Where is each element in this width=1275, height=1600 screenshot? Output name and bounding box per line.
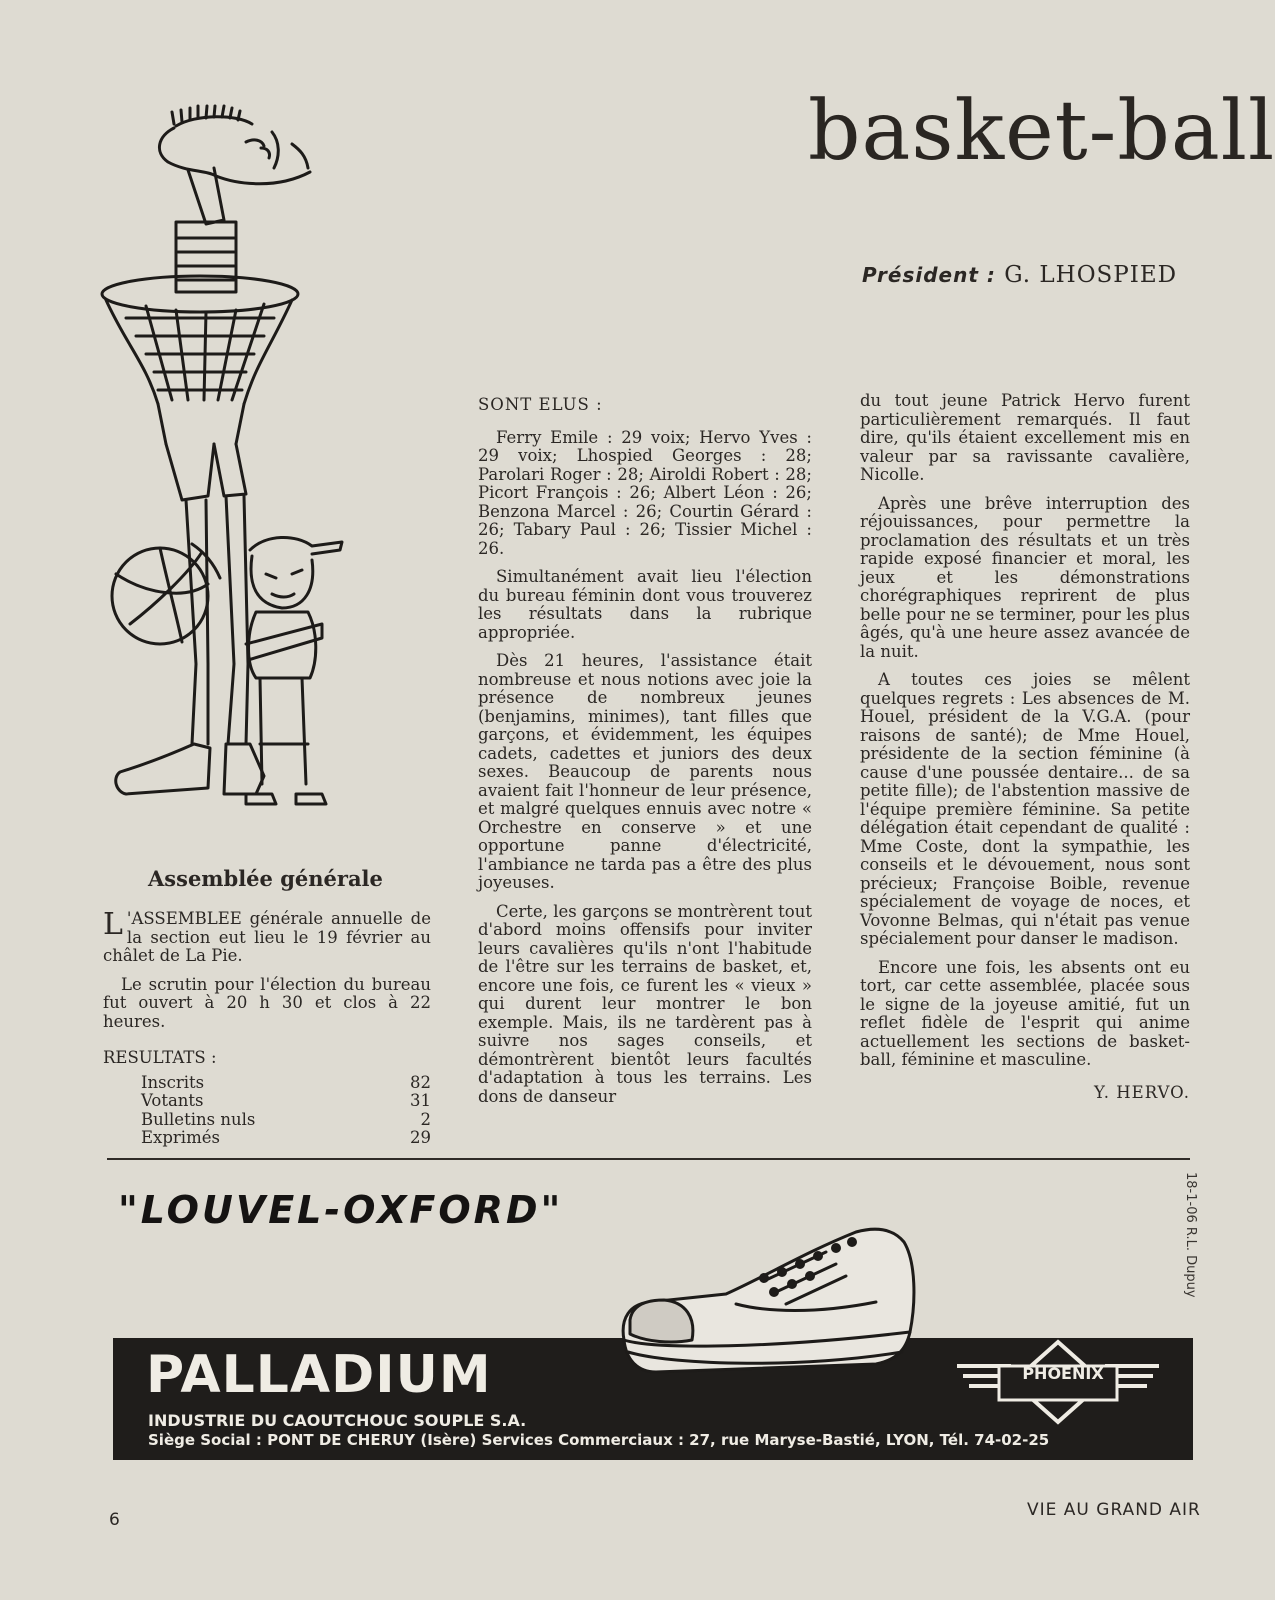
col3-paragraph-1: du tout jeune Patrick Hervo furent particulièrement remarqués. Il faut dire, qu'ils étaient excellement mis en valeur par sa ravissante cavalière, Nicolle. xyxy=(860,391,1190,484)
results-row xyxy=(141,1129,431,1148)
president-name: G. LHOSPIED xyxy=(1004,262,1178,288)
magazine-name: VIE AU GRAND AIR xyxy=(1027,1500,1201,1520)
col3-paragraph-2: Après une brêve interruption des réjouissances, pour permettre la proclamation des résultats et un très rapide exposé financier et moral, les jeux et les démonstrations chorégraphiques reprirent de plus belle pour ne se terminer, pour les plus âgés, qu'à une heure assez avancée de la nuit. xyxy=(860,493,1190,661)
col1-p1-text: 'ASSEMBLEE générale annuelle de la section eut lieu le 19 février au châlet de La Pie. xyxy=(103,909,431,965)
results-title: RESULTATS : xyxy=(103,1048,217,1067)
sneaker-illustration xyxy=(616,1222,922,1384)
results-table xyxy=(141,1074,431,1148)
player-shirt xyxy=(176,222,236,292)
column-2 xyxy=(478,396,812,1116)
divider-rule xyxy=(107,1158,1190,1160)
president-line xyxy=(862,262,1177,288)
col1-paragraph-1 xyxy=(103,907,431,966)
basketball-illustration xyxy=(96,104,356,824)
results-label: Votants xyxy=(141,1091,204,1110)
ad-brand: "LOUVEL-OXFORD" xyxy=(118,1188,564,1232)
results-label: Exprimés xyxy=(141,1128,220,1147)
article-subtitle: Assemblée générale xyxy=(148,866,383,891)
phoenix-logo-text: PHOENIX xyxy=(1022,1364,1104,1383)
president-label: Président : xyxy=(862,263,996,287)
col3-paragraph-4: Encore une fois, les absents ont eu tort, car cette assemblée, placée sous le signe de la joyeuse amitié, fut un reflet fidèle de l'esprit qui anime actuellement les sections de basket-ball, féminine et masculine. xyxy=(860,957,1190,1069)
page-number: 6 xyxy=(109,1510,120,1530)
ad-credit: 18-1-06 R.L. Dupuy xyxy=(1183,1172,1198,1298)
results-value: 82 xyxy=(410,1072,431,1092)
ad-company-line: INDUSTRIE DU CAOUTCHOUC SOUPLE S.A. xyxy=(148,1411,527,1430)
section-title: basket-ball xyxy=(808,84,1275,179)
col2-paragraph-3: Dès 21 heures, l'assistance était nombreuse et nous notions avec joie la présence de nombreux jeunes (benjamins, minimes), tant filles que garçons, et évidemment, les équipes cadets, cadettes et juniors des deux sexes. Beaucoup de parents nous avaient fait l'honneur de leur présence, et malgré quelques ennuis avec notre « Orchestre en conserve » et une opportune panne d'électricité, l'ambiance ne tarda pas a être des plus joyeuses. xyxy=(478,651,812,892)
ad-address-line: Siège Social : PONT DE CHERUY (Isère) Services Commerciaux : 27, rue Maryse-Bastié, LYON, Tél. 74-02-25 xyxy=(148,1431,1050,1449)
col1-paragraph-2: Le scrutin pour l'élection du bureau fut ouvert à 20 h 30 et clos à 22 heures. xyxy=(103,974,431,1031)
drop-cap: L xyxy=(103,907,123,942)
column-3 xyxy=(860,392,1190,1102)
results-row xyxy=(141,1092,431,1111)
col2-paragraph-2: Simultanément avait lieu l'élection du bureau féminin dont vous trouverez les résultats dans la rubrique appropriée. xyxy=(478,567,812,642)
col2-paragraph-4: Certe, les garçons se montrèrent tout d'abord moins offensifs pour inviter leurs cavalières qu'ils n'ont l'habitude de l'être sur les terrains de basket, et, encore une fois, ce furent les « vieux » qui durent leur montrer le bon exemple. Mais, ils ne tardèrent pas à suivre nos sages conseils, et démontrèrent bientôt leurs facultés d'adaptation à tous les terrains. Les dons de danseur xyxy=(478,901,812,1106)
player-head xyxy=(159,106,310,224)
results-row xyxy=(141,1111,431,1130)
ad-company-name: PALLADIUM xyxy=(146,1345,492,1405)
results-row xyxy=(141,1074,431,1093)
results-value: 29 xyxy=(410,1128,431,1147)
col2-paragraph-1: Ferry Emile : 29 voix; Hervo Yves : 29 voix; Lhospied Georges : 28; Parolari Roger : 28; Airoldi Robert : 28; Picort François : 26; Albert Léon : 26; Benzona Marcel : 26; Courtin Gérard : 26; Tabary Paul : 26; Tissier Michel : 26. xyxy=(478,427,812,558)
basket-hoop xyxy=(102,276,298,444)
col3-paragraph-3: A toutes ces joies se mêlent quelques regrets : Les absences de M. Houel, président de la V.G.A. (pour raisons de santé); de Mme Houel, présidente de la section féminine (à cause d'une poussée dentaire... de sa petite fille); de l'abstention massive de l'équipe première féminine. Sa petite délégation était cependant de qualité : Mme Coste, dont la sympathie, les conseils et le dévouement, nous sont précieux; Françoise Boible, revenue spécialement de voyage de noces, et Vovonne Belmas, qui n'était pas venue spécialement pour danser le madison. xyxy=(860,670,1190,948)
child-figure xyxy=(246,537,342,804)
results-label: Bulletins nuls xyxy=(141,1109,256,1129)
basketball-ball xyxy=(112,544,220,644)
elected-heading: SONT ELUS : xyxy=(478,395,603,414)
article-signature: Y. HERVO. xyxy=(1094,1082,1190,1102)
results-value: 2 xyxy=(420,1109,431,1129)
results-value: 31 xyxy=(410,1091,431,1110)
results-label: Inscrits xyxy=(141,1072,205,1092)
column-1 xyxy=(103,907,431,1148)
